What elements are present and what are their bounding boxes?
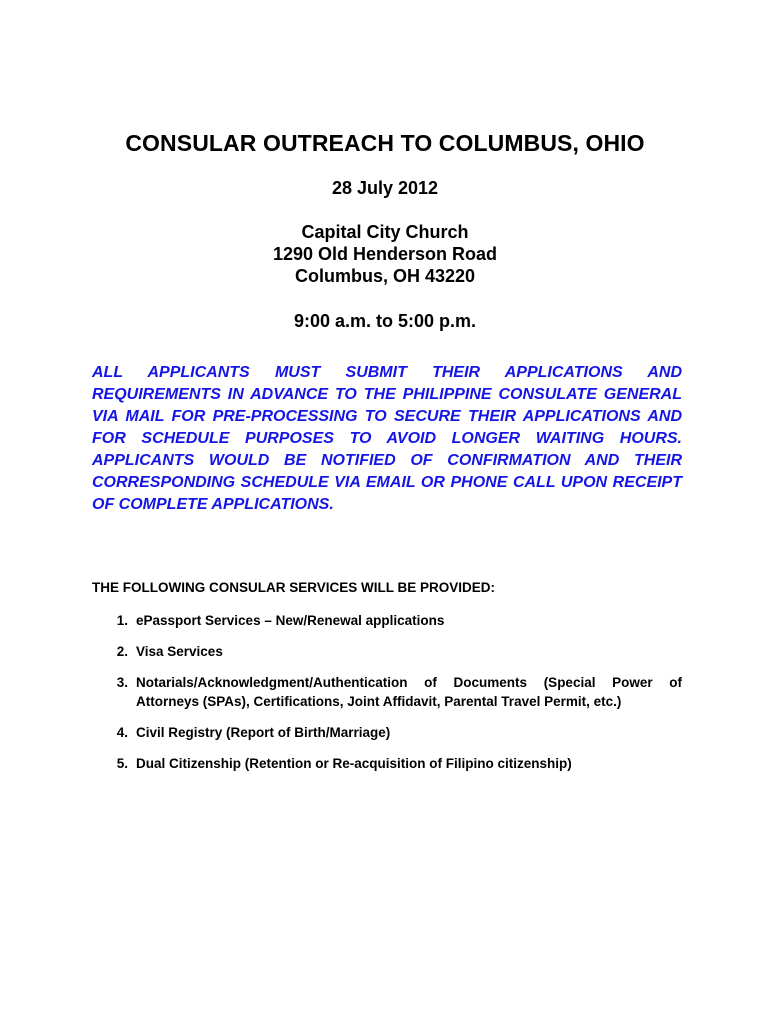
list-item-text: Civil Registry (Report of Birth/Marriage) — [136, 725, 391, 740]
list-item — [92, 754, 682, 773]
event-address: 1290 Old Henderson Road — [272, 244, 498, 264]
document-title: CONSULAR OUTREACH TO COLUMBUS, OHIO — [125, 130, 645, 156]
list-item-number: 3. — [116, 675, 128, 690]
list-item-text: ePassport Services – New/Renewal applications — [136, 613, 445, 628]
list-item-text: Visa Services — [136, 644, 223, 659]
list-item-number: 2. — [116, 644, 128, 659]
services-list — [92, 611, 682, 785]
list-item-text: Notarials/Acknowledgment/Authentication of Documents (Special Power of Attorneys (SPAs), Certifications, Joint Affidavit, Parental Travel Permit, etc.) — [136, 675, 682, 709]
list-item — [92, 642, 682, 661]
services-heading: THE FOLLOWING CONSULAR SERVICES WILL BE PROVIDED: — [92, 580, 496, 595]
event-time: 9:00 a.m. to 5:00 p.m. — [293, 311, 477, 331]
list-item — [92, 673, 682, 711]
applicant-notice: ALL APPLICANTS MUST SUBMIT THEIR APPLICATIONS AND REQUIREMENTS IN ADVANCE TO THE PHILIPPINE CONSULATE GENERAL VIA MAIL FOR PRE-PROCESSING TO SECURE THEIR APPLICATIONS AND FOR SCHEDULE PURPOSES TO AVOID LONGER WAITING HOURS. APPLICANTS WOULD BE NOTIFIED OF CONFIRMATION AND THEIR CORRESPONDING SCHEDULE VIA EMAIL OR PHONE CALL UPON RECEIPT OF COMPLETE APPLICATIONS. — [92, 364, 682, 513]
event-venue: Capital City Church — [301, 222, 469, 242]
list-item-number: 1. — [116, 613, 128, 628]
list-item-number: 5. — [116, 756, 128, 771]
list-item — [92, 723, 682, 742]
list-item-number: 4. — [116, 725, 128, 740]
list-item-text: Dual Citizenship (Retention or Re-acquisition of Filipino citizenship) — [136, 756, 572, 771]
list-item — [92, 611, 682, 630]
event-city: Columbus, OH 43220 — [294, 266, 476, 286]
event-date: 28 July 2012 — [331, 178, 439, 198]
